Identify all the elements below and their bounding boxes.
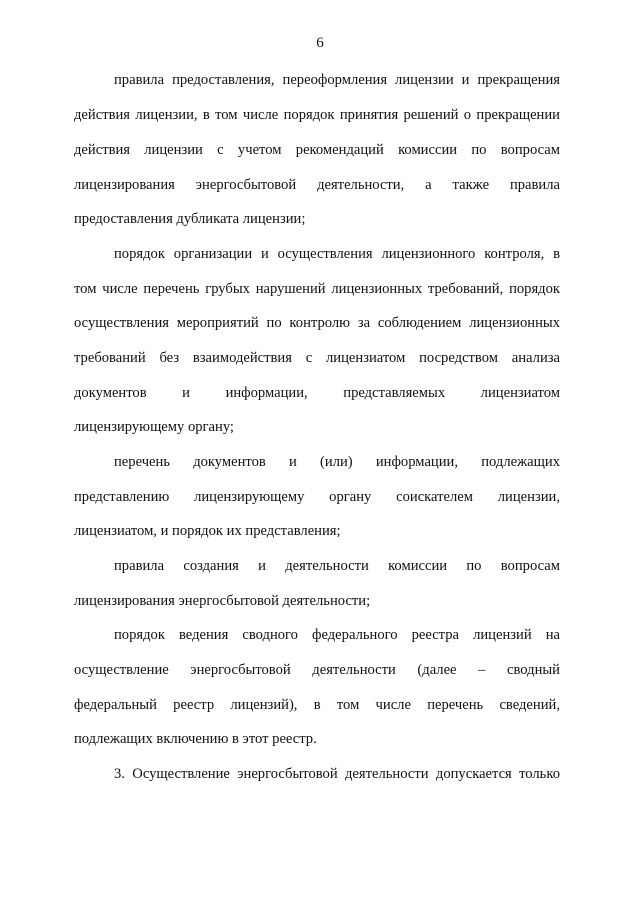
text-line: осуществления мероприятий по контролю за соблюдением лицензионных xyxy=(74,315,560,331)
text-line: действия лицензии, в том числе порядок принятия решений о прекращении xyxy=(74,107,560,123)
text-line: лицензирования энергосбытовой деятельности, а также правила xyxy=(74,177,560,193)
text-line: требований без взаимодействия с лицензиатом посредством анализа xyxy=(74,350,560,366)
text-line: порядок ведения сводного федерального реестра лицензий на xyxy=(114,627,560,643)
text-line: порядок организации и осуществления лицензионного контроля, в xyxy=(114,246,560,262)
text-line: том числе перечень грубых нарушений лицензионных требований, порядок xyxy=(74,281,560,297)
page-number: 6 xyxy=(316,35,324,51)
text-line: лицензирующему органу; xyxy=(74,419,234,435)
text-line: документов и информации, представляемых лицензиатом xyxy=(74,385,560,401)
text-line: правила предоставления, переоформления лицензии и прекращения xyxy=(114,72,560,88)
text-line: подлежащих включению в этот реестр. xyxy=(74,731,317,747)
text-line: перечень документов и (или) информации, подлежащих xyxy=(114,454,560,470)
text-line: представлению лицензирующему органу соискателем лицензии, xyxy=(74,489,560,505)
text-line: предоставления дубликата лицензии; xyxy=(74,211,306,227)
text-line: осуществление энергосбытовой деятельности (далее – сводный xyxy=(74,662,560,678)
text-line: действия лицензии с учетом рекомендаций комиссии по вопросам xyxy=(74,142,560,158)
text-line: лицензиатом, и порядок их представления; xyxy=(74,523,341,539)
text-line: федеральный реестр лицензий), в том числе перечень сведений, xyxy=(74,697,560,713)
text-line: правила создания и деятельности комиссии по вопросам xyxy=(114,558,560,574)
text-line: 3. Осуществление энергосбытовой деятельности допускается только xyxy=(114,766,560,782)
text-line: лицензирования энергосбытовой деятельности; xyxy=(74,593,371,609)
